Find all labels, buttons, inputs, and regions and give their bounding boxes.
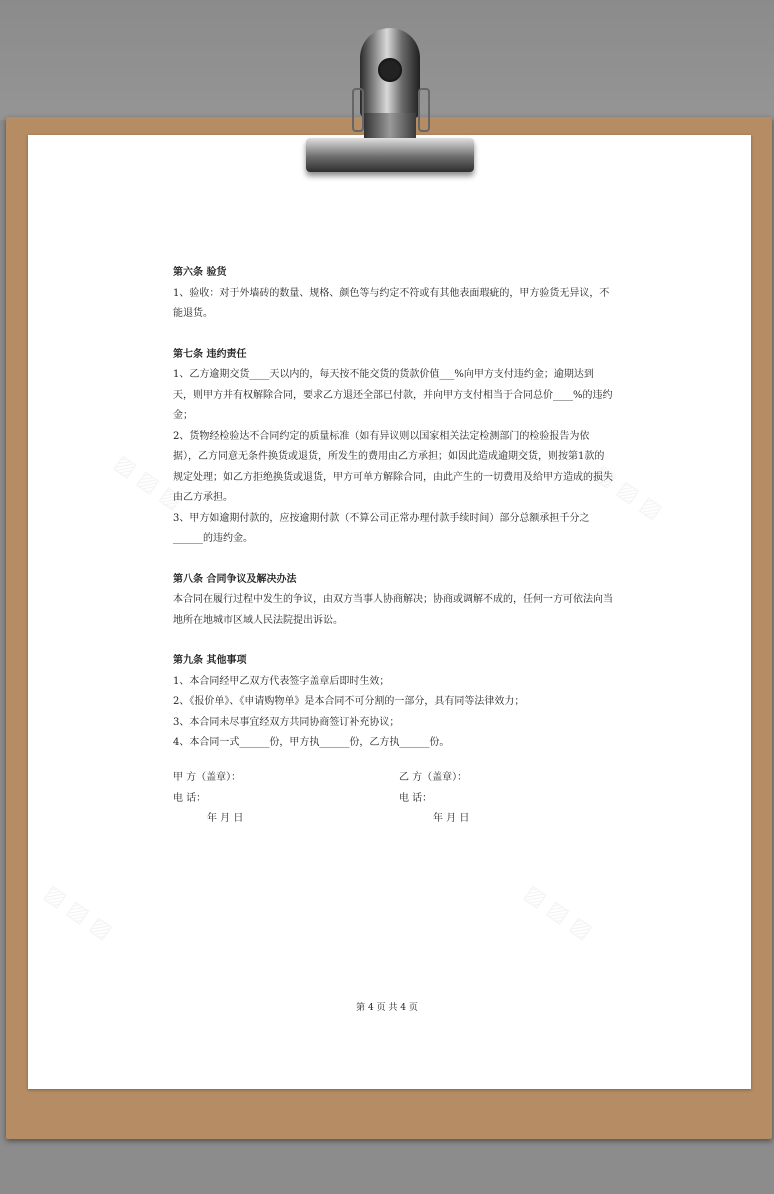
section-heading: 第七条 违约责任 [173, 348, 247, 360]
section-paragraph: 4、本合同一式______份，甲方执______份，乙方执______份。 [173, 737, 450, 748]
watermark-mark: ▨ ▨ ▨ [589, 460, 667, 525]
page-number: 第 4 页 共 4 页 [356, 1003, 418, 1013]
clip-jaw [306, 138, 474, 172]
party-a-date: 年 月 日 [207, 813, 244, 824]
clip-hole [378, 58, 402, 82]
section-paragraph: 3、甲方如逾期付款的，应按逾期付款（不算公司正常办理付款手续时间）部分总额承担千分之______的违约金。 [173, 512, 590, 544]
party-b-signature [399, 768, 599, 830]
binder-clip [300, 28, 480, 178]
section-inspection [173, 263, 613, 325]
party-b-phone: 电 话： [399, 792, 433, 804]
section-paragraph: 1、本合同经甲乙双方代表签字盖章后即时生效； [173, 675, 390, 687]
section-liability [173, 345, 613, 550]
section-paragraph: 1、验收：对于外墙砖的数量、规格、颜色等与约定不符或有其他表面瑕疵的，甲方验货无异议，不能退货。 [173, 287, 610, 319]
watermark-mark: ▨ ▨ ▨ [39, 880, 117, 945]
party-a-label: 甲 方（盖章）： [173, 772, 242, 783]
clip-wire-right [418, 88, 430, 132]
party-a-signature [173, 768, 373, 830]
watermark-mark: ▨ ▨ ▨ [519, 880, 597, 945]
section-paragraph: 2、货物经检验达不合同约定的质量标准（如有异议则以国家相关法定检测部门的检验报告为依据），乙方同意无条件换货或退货，所发生的费用由乙方承担；如因此造成逾期交货，则按第1款的规定处理；如乙方拒绝换货或退货，甲方可单方解除合同，由此产生的一切费用及给甲方造成的损失由乙方承担。 [173, 430, 613, 503]
party-b-date: 年 月 日 [433, 813, 470, 824]
section-disputes [173, 570, 613, 632]
section-heading: 第九条 其他事项 [173, 655, 247, 666]
party-b-label: 乙 方（盖章）： [399, 772, 468, 783]
section-heading: 第六条 验货 [173, 267, 227, 278]
section-paragraph: 2、《报价单》、《申请购物单》是本合同不可分割的一部分，具有同等法律效力； [173, 696, 525, 707]
clip-wire-left [352, 88, 364, 132]
watermark-mark: ▨ ▨ ▨ [109, 450, 187, 515]
section-heading: 第八条 合同争议及解决办法 [173, 573, 297, 585]
section-paragraph: 3、本合同未尽事宜经双方共同协商签订补充协议； [173, 716, 400, 728]
section-other [173, 651, 613, 754]
party-a-phone: 电 话： [173, 792, 207, 804]
section-paragraph: 本合同在履行过程中发生的争议，由双方当事人协商解决；协商或调解不成的，任何一方可依法向当地所在地城市区域人民法院提出诉讼。 [173, 594, 613, 626]
contract-body [173, 263, 613, 774]
section-paragraph: 1、乙方逾期交货____天以内的，每天按不能交货的货款价值___%向甲方支付违约金；逾期达到天，则甲方并有权解除合同，要求乙方退还全部已付款，并向甲方支付相当于合同总价____%的违约金； [173, 369, 613, 421]
